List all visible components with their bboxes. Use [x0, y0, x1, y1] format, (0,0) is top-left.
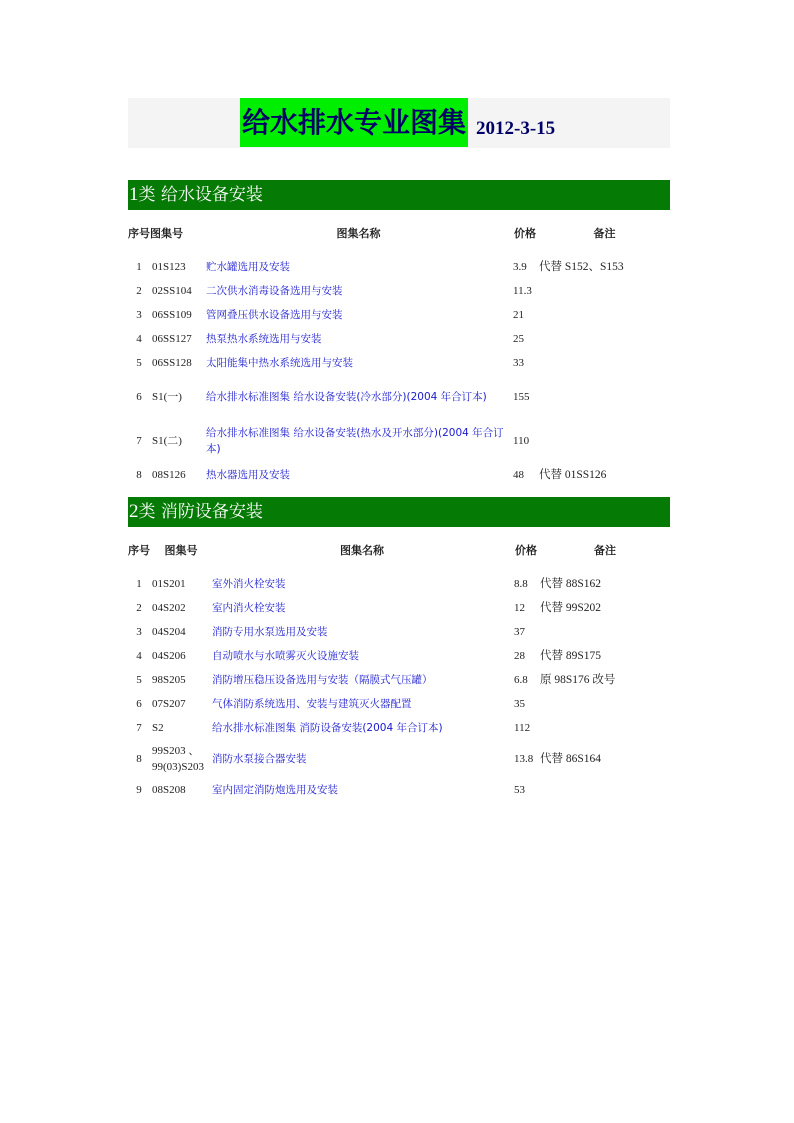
page-title: 给水排水专业图集 — [240, 98, 468, 147]
table-row — [128, 279, 670, 303]
row-name: 室外消火栓安装 — [212, 578, 286, 590]
header-code: 图集号 — [164, 544, 198, 557]
section-number: 1 — [129, 184, 139, 205]
row-price: 3.9 — [513, 261, 527, 273]
table-row — [128, 620, 670, 644]
row-price: 8.8 — [514, 578, 528, 590]
row-seq: 1 — [136, 261, 142, 273]
row-seq: 6 — [136, 698, 142, 710]
row-note — [539, 327, 670, 351]
row-name: 热水器选用及安装 — [206, 469, 290, 481]
row-price: 110 — [513, 435, 530, 447]
row-seq: 2 — [136, 285, 142, 297]
section-number: 2 — [129, 501, 139, 522]
header-note: 备注 — [594, 544, 616, 557]
row-code: 08S126 — [152, 469, 186, 481]
table-row — [128, 255, 670, 279]
row-seq: 7 — [136, 722, 142, 734]
table-row — [128, 596, 670, 620]
row-note — [540, 716, 670, 740]
table-body — [128, 572, 670, 802]
catalog-table-fire-protection — [128, 530, 670, 802]
table-row — [128, 419, 670, 463]
row-seq: 5 — [136, 674, 142, 686]
row-seq: 4 — [136, 650, 142, 662]
row-price: 37 — [514, 626, 525, 638]
row-price: 155 — [513, 391, 530, 403]
row-note — [539, 303, 670, 327]
table-row — [128, 668, 670, 692]
table-header-row — [128, 530, 670, 572]
row-code: 04S202 — [152, 602, 186, 614]
section-header-fire-protection — [128, 497, 670, 527]
row-price: 33 — [513, 357, 524, 369]
row-name: 室内消火栓安装 — [212, 602, 286, 614]
row-name: 太阳能集中热水系统选用与安装 — [206, 357, 353, 369]
row-code: 99S203 、99(03)S203 — [152, 745, 204, 773]
row-seq: 8 — [136, 753, 142, 765]
header-code: 图集号 — [150, 227, 183, 240]
row-seq: 9 — [136, 784, 142, 796]
row-note — [539, 279, 670, 303]
row-price: 13.8 — [514, 753, 534, 765]
header-price: 价格 — [514, 227, 536, 240]
row-note — [539, 419, 670, 463]
row-price: 11.3 — [513, 285, 532, 297]
row-seq: 8 — [136, 469, 142, 481]
row-seq: 6 — [136, 391, 142, 403]
catalog-table-water-supply — [128, 213, 670, 487]
row-code: 02SS104 — [152, 285, 192, 297]
page-date: 2012-3-15 — [476, 118, 556, 139]
row-price: 53 — [514, 784, 525, 796]
row-seq: 3 — [136, 309, 142, 321]
row-note: 原 98S176 改号 — [540, 674, 616, 686]
table-row — [128, 716, 670, 740]
table-row — [128, 740, 670, 778]
row-name: 消防增压稳压设备选用与安装（隔膜式气压罐） — [212, 674, 433, 686]
table-row — [128, 303, 670, 327]
table-body — [128, 255, 670, 487]
table-row — [128, 463, 670, 487]
row-note — [540, 778, 670, 802]
row-note — [540, 620, 670, 644]
row-price: 21 — [513, 309, 524, 321]
row-note: 代替 86S164 — [540, 753, 602, 765]
row-price: 6.8 — [514, 674, 528, 686]
row-code: 06SS127 — [152, 333, 192, 345]
row-seq: 3 — [136, 626, 142, 638]
row-name: 室内固定消防炮选用及安装 — [212, 784, 338, 796]
row-code: 04S204 — [152, 626, 186, 638]
table-row — [128, 351, 670, 375]
row-seq: 1 — [136, 578, 142, 590]
table-row — [128, 327, 670, 351]
row-name: 消防水泵接合器安装 — [212, 753, 307, 765]
row-name: 给水排水标准图集 给水设备安装(冷水部分)(2004 年合订本) — [206, 391, 487, 403]
table-row — [128, 692, 670, 716]
row-note — [540, 692, 670, 716]
row-code: 01S123 — [152, 261, 186, 273]
row-note: 代替 01SS126 — [539, 469, 607, 481]
row-name: 贮水罐选用及安装 — [206, 261, 290, 273]
table-header-row — [128, 213, 670, 255]
row-note: 代替 99S202 — [540, 602, 602, 614]
row-code: 04S206 — [152, 650, 186, 662]
section-header-water-supply — [128, 180, 670, 210]
row-name: 气体消防系统选用、安装与建筑灭火器配置 — [212, 698, 412, 710]
row-price: 48 — [513, 469, 524, 481]
header-name: 图集名称 — [340, 544, 384, 557]
row-note: 代替 88S162 — [540, 578, 602, 590]
row-seq: 2 — [136, 602, 142, 614]
row-name: 给水排水标准图集 消防设备安装(2004 年合订本) — [212, 722, 443, 734]
row-name: 消防专用水泵选用及安装 — [212, 626, 328, 638]
header-seq: 序号 — [128, 544, 150, 557]
header-name: 图集名称 — [336, 227, 381, 240]
table-row — [128, 644, 670, 668]
header-note: 备注 — [593, 227, 616, 240]
section-title: 类 消防设备安装 — [138, 502, 263, 522]
row-name: 管网叠压供水设备选用与安装 — [206, 309, 343, 321]
row-note: 代替 89S175 — [540, 650, 602, 662]
row-price: 35 — [514, 698, 525, 710]
row-price: 112 — [514, 722, 531, 734]
table-row — [128, 572, 670, 596]
row-name: 给水排水标准图集 给水设备安装(热水及开水部分)(2004 年合订本) — [206, 427, 504, 455]
row-price: 28 — [514, 650, 525, 662]
row-seq: 5 — [136, 357, 142, 369]
header-seq: 序号 — [128, 227, 150, 240]
row-code: 98S205 — [152, 674, 186, 686]
row-name: 热泵热水系统选用与安装 — [206, 333, 322, 345]
section-title: 类 给水设备安装 — [138, 185, 263, 205]
row-code: S1(二) — [152, 435, 182, 447]
row-code: S2 — [152, 722, 164, 734]
header-price: 价格 — [515, 544, 537, 557]
row-seq: 4 — [136, 333, 142, 345]
row-code: 01S201 — [152, 578, 186, 590]
row-name: 自动喷水与水喷雾灭火设施安装 — [212, 650, 359, 662]
table-row — [128, 778, 670, 802]
row-code: S1(一) — [152, 391, 182, 403]
row-note — [539, 351, 670, 375]
row-price: 12 — [514, 602, 525, 614]
row-note — [539, 375, 670, 419]
row-code: 07S207 — [152, 698, 186, 710]
row-code: 08S208 — [152, 784, 186, 796]
row-code: 06SS128 — [152, 357, 192, 369]
table-row — [128, 375, 670, 419]
row-code: 06SS109 — [152, 309, 192, 321]
row-seq: 7 — [136, 435, 142, 447]
row-price: 25 — [513, 333, 524, 345]
row-note: 代替 S152、S153 — [539, 261, 624, 273]
row-name: 二次供水消毒设备选用与安装 — [206, 285, 343, 297]
